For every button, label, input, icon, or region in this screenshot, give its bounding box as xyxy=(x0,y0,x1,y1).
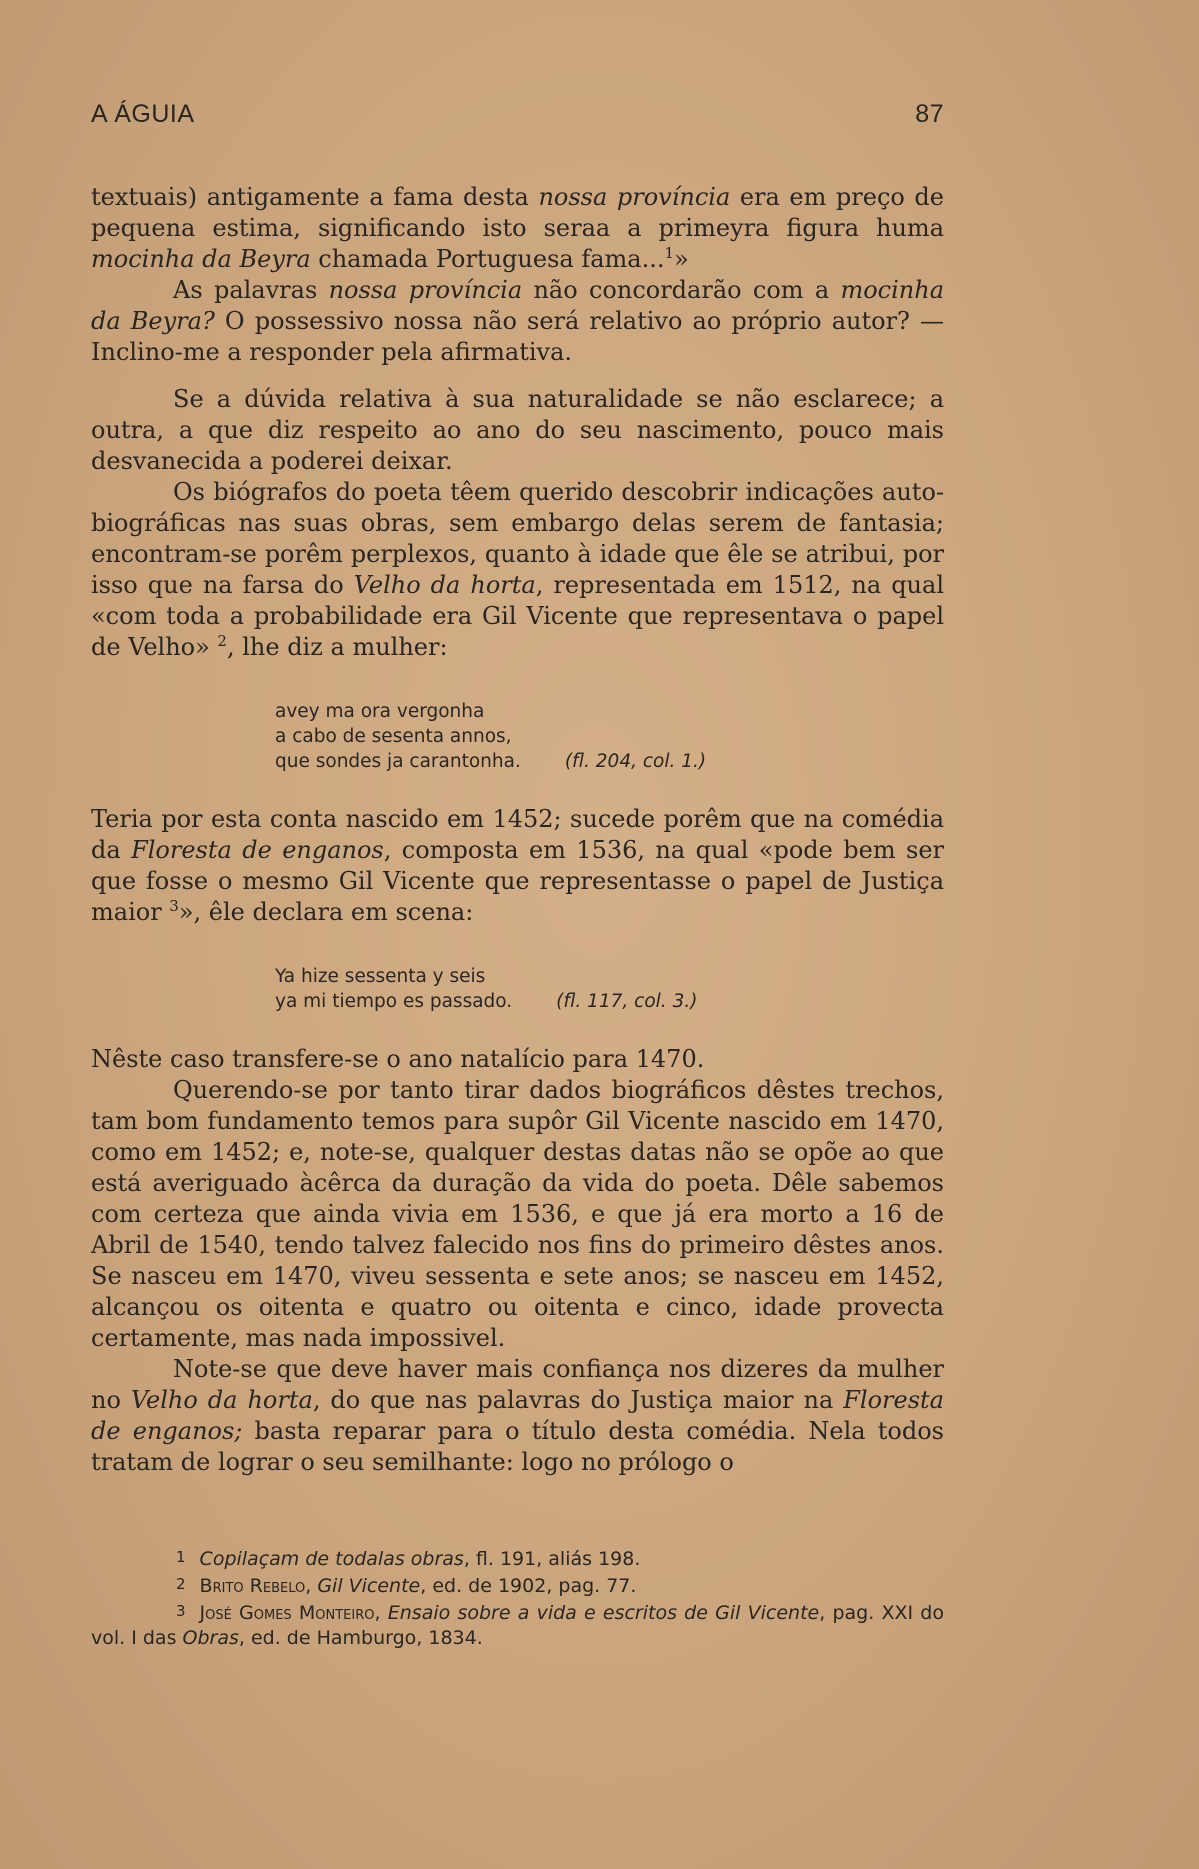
footnote-ref: 2 xyxy=(217,632,227,650)
verse-line: Ya hize sessenta y seis xyxy=(275,966,486,987)
italic-text: nossa província xyxy=(538,183,731,211)
footnote: 3 José Gomes Monteiro, Ensaio sobre a vida e escritos de Gil Vicente, pag. XXI do vol. I das Obras, ed. de Hamburgo, 1834. xyxy=(91,1602,944,1649)
body-text xyxy=(91,182,944,1478)
paragraph: Note-se que deve haver mais confiança nos dizeres da mulher no Velho da horta, do que nas palavras do Justiça maior na Floresta de enganos; basta reparar para o título desta comédia. Nela todos tratam de lograr o seu semilhante: logo no prólogo o xyxy=(91,1355,944,1476)
paragraph: Nêste caso transfere-se o ano natalício para 1470. xyxy=(91,1045,705,1073)
verse-line xyxy=(275,989,944,1014)
footnote-ref: 1 xyxy=(664,244,675,262)
italic-text: Obras xyxy=(182,1627,239,1649)
italic-text: Velho da horta xyxy=(353,571,536,599)
verse-line xyxy=(275,749,944,774)
page-number: 87 xyxy=(915,100,944,128)
footnote-marker: 3 xyxy=(176,1602,186,1620)
verse-quote-velho-da-horta xyxy=(275,699,944,774)
author-name: José Gomes Monteiro xyxy=(199,1602,375,1624)
italic-text: Floresta de enganos; xyxy=(91,1386,944,1445)
footnote: 1 Copilaçam de todalas obras, fl. 191, aliás 198. xyxy=(176,1548,641,1570)
italic-text: Copilaçam de todalas obras xyxy=(199,1548,464,1570)
verse-reference: (fl. 204, col. 1.) xyxy=(564,751,707,772)
verse-line: avey ma ora vergonha xyxy=(275,701,485,722)
footnote-marker: 2 xyxy=(176,1575,186,1593)
italic-text: Velho da horta xyxy=(130,1386,313,1414)
italic-text: Gil Vicente xyxy=(317,1575,421,1597)
journal-title: A ÁGUIA xyxy=(91,100,195,128)
italic-text: mocinha da Beyra? xyxy=(91,276,944,335)
verse-line-text: que sondes ja carantonha. xyxy=(275,751,521,772)
footnote-marker: 1 xyxy=(176,1548,186,1566)
paragraph: Querendo-se por tanto tirar dados biográficos dêstes trechos, tam bom fundamento temos para supôr Gil Vicente nascido em 1470, como em 1452; e, note-se, qualquer destas datas não se opõe ao que está averiguado àcêrca da duração da vida do poeta. Dêle sabemos com certeza que ainda vivia em 1536, e que já era morto a 16 de Abril de 1540, tendo talvez falecido nos fins do primeiro dêstes anos. Se nasceu em 1470, viveu sessenta e sete anos; se nasceu em 1452, alcançou os oitenta e quatro ou oitenta e cinco, idade provecta certamente, mas nada impossivel. xyxy=(91,1076,944,1352)
italic-text: nossa província xyxy=(328,276,523,304)
footnote: 2 Brito Rebelo, Gil Vicente, ed. de 1902, pag. 77. xyxy=(176,1575,637,1597)
verse-reference: (fl. 117, col. 3.) xyxy=(556,991,698,1012)
verse-line: a cabo de sesenta annos, xyxy=(275,726,512,747)
paragraph: textuais) antigamente a fama desta nossa província era em preço de pequena estima, significando isto seraa a primeyra figura huma mocinha da Beyra chamada Portuguesa fama...$^1$» xyxy=(91,183,944,273)
footnotes xyxy=(91,1545,944,1651)
verse-line-text: ya mi tiempo es passado. xyxy=(275,991,513,1012)
paragraph: As palavras nossa província não concordarão com a mocinha da Beyra? O possessivo nossa não será relativo ao próprio autor? — Inclino-me a responder pela afirmativa. xyxy=(91,276,944,366)
italic-text: Floresta de enganos xyxy=(131,836,384,864)
footnote-ref: 3 xyxy=(169,897,179,915)
italic-text: Ensaio sobre a vida e escritos de Gil Vicente xyxy=(387,1602,820,1624)
paragraph: Os biógrafos do poeta têem querido descobrir indicações auto-biográficas nas suas obras, sem embargo delas serem de fantasia; encontram-se porêm perplexos, quanto à idade que êle se atribui, por isso que na farsa do Velho da horta, representada em 1512, na qual «com toda a probabilidade era Gil Vicente que representava o papel de Velho» $^2$, lhe diz a mulher: xyxy=(91,478,944,661)
paragraph: Teria por esta conta nascido em 1452; sucede porêm que na comédia da Floresta de enganos, composta em 1536, na qual «pode bem ser que fosse o mesmo Gil Vicente que representasse o papel de Justiça maior $^3$», êle declara em scena: xyxy=(91,805,945,926)
paragraph: Se a dúvida relativa à sua naturalidade se não esclarece; a outra, a que diz respeito ao ano do seu nascimento, pouco mais desvanecida a poderei deixar. xyxy=(91,385,944,475)
verse-quote-floresta-de-enganos xyxy=(275,964,944,1014)
author-name: Brito Rebelo xyxy=(199,1575,306,1597)
italic-text: mocinha da Beyra xyxy=(91,245,311,273)
